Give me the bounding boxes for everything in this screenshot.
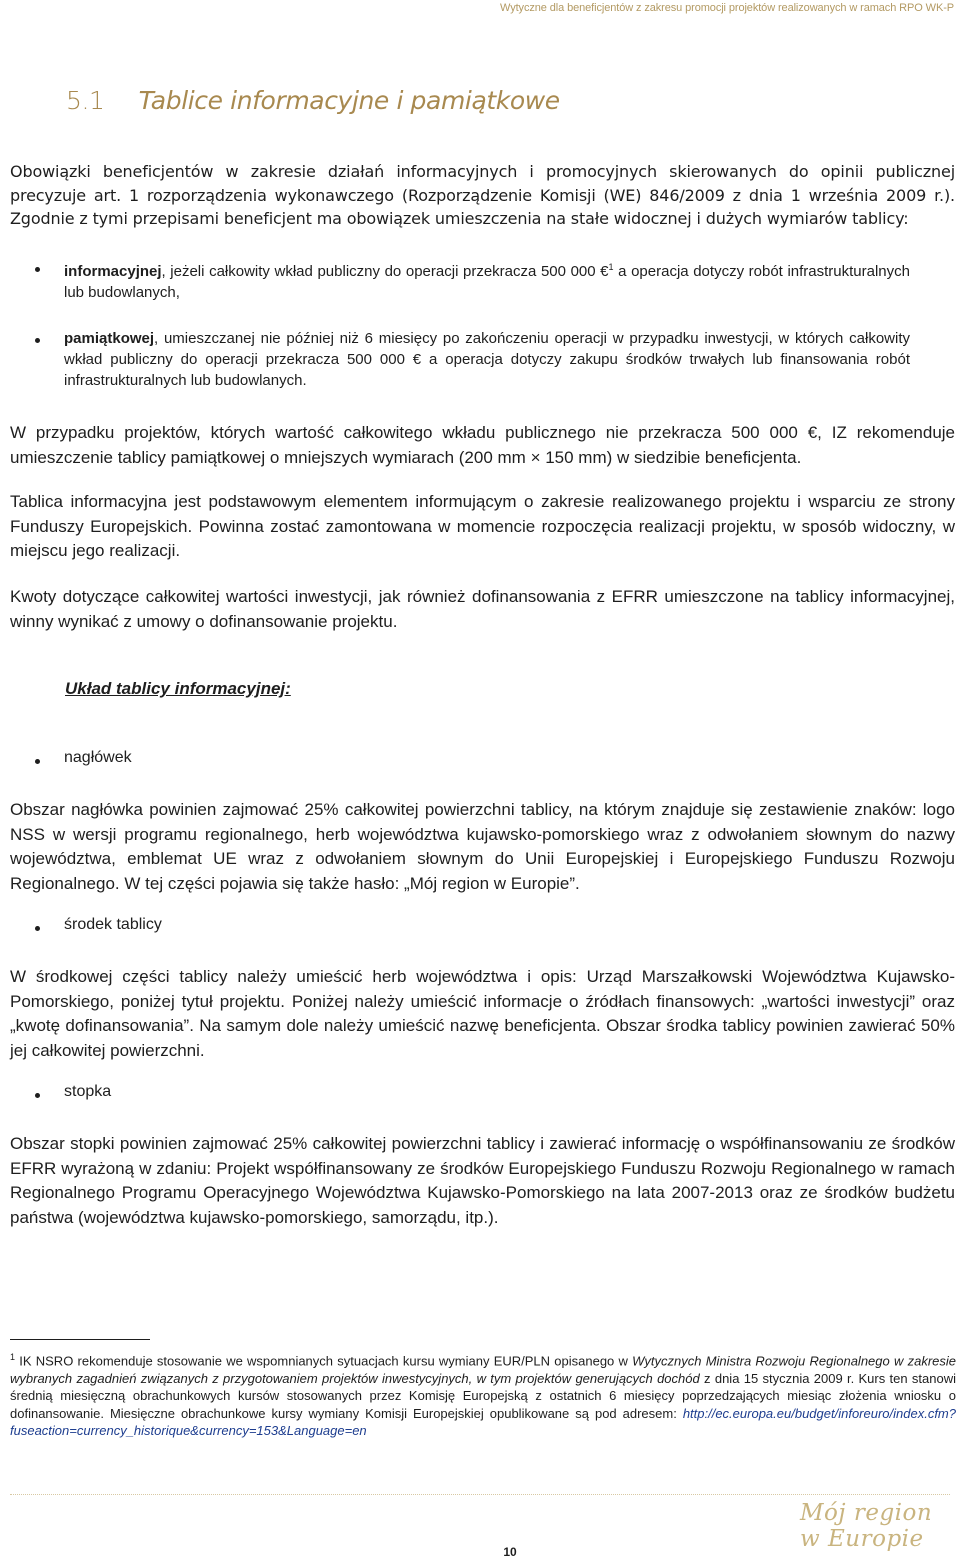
footnote-rule xyxy=(10,1339,150,1340)
bullet-dot xyxy=(35,926,40,931)
section-title xyxy=(66,86,560,115)
paragraph-info-plaque: Tablica informacyjna jest podstawowym elementem informującym o zakresie realizowanego projektu i wsparciu ze strony Funduszy Europejskich. Powinna zostać zamontowana w momencie rozpoczęcia realizacji projektu, w sposób widoczny, w miejscu jego realizacji. xyxy=(10,492,955,560)
bullet-rest-a: , jeżeli całkowity wkład publiczny do operacji przekracza 500 000 € xyxy=(161,263,609,280)
footnote xyxy=(10,1349,956,1440)
part-srodek-text: W środkowej części tablicy należy umieścić herb województwa i opis: Urząd Marszałkowski Województwa Kujawsko-Pomorskiego, poniżej tytuł projektu. Poniżej należy umieścić informacje o źródłach finansowych: „wartości inwestycji” oraz „kwotę dofinansowania”. Na samym dole należy umieścić nazwę beneficjenta. Obszar środka tablicy powinien zawierać 50% jej całkowitej powierzchni. xyxy=(10,967,955,1060)
bullet-text xyxy=(64,328,910,391)
intro-paragraph: Obowiązki beneficjentów w zakresie działań informacyjnych i promocyjnych skierowanych do opinii publicznej precyzuje art. 1 rozporządzenia wykonawczego (Rozporządzenie Komisji (WE) 846/2009 z dnia 1 września 2009 r.). Zgodnie z tymi przepisami beneficjent ma obowiązek umieszczenia na stałe widocznej i dużych wymiarów tablicy: xyxy=(10,162,955,228)
bullet-rest-b: a operacja dotyczy robót infrastrukturalnych lub budowlanych, xyxy=(64,263,910,301)
bullet-dot xyxy=(35,1093,40,1098)
part-naglowek-text: Obszar nagłówka powinien zajmować 25% całkowitej powierzchni tablicy, na którym znajduje się zestawienie znaków: logo NSS w wersji programu regionalnego, herb województwa kujawsko-pomorskiego wraz z odwołaniem słownym do nazwy województwa, emblemat UE wraz z odwołaniem słownym do Unii Europejskiej i Europejskiego Funduszu Rozwoju Regionalnego. W tej części pojawia się także hasło: „Mój region w Europie”. xyxy=(10,800,955,893)
part-label: stopka xyxy=(64,1083,112,1100)
layout-heading: Układ tablicy informacyjnej: xyxy=(65,679,291,698)
footnote-marker: 1 xyxy=(10,1352,16,1362)
footnote-text-b: z dnia 15 stycznia 2009 r. Kurs ten stanowi średnią miesięczną obrachunkowych kursów stosowanych przez Komisję Europejską z ostatnich 6 miesięcy poprzedzających miesiąc złożenia wniosku o dofinansowanie. Miesięczne obrachunkowe kursy wymiany Komisji Europejskiej opublikowane są pod adresem: xyxy=(10,1370,956,1421)
slogan-logo: Mój region w Europie xyxy=(800,1500,933,1552)
paragraph-small-plaque: W przypadku projektów, których wartość całkowitego wkładu publicznego nie przekracza 500 000 €, IZ rekomenduje umieszczenie tablicy pamiątkowej o mniejszych wymiarach (200 mm × 150 mm) w siedzibie beneficjenta. xyxy=(10,423,955,467)
footer-rule xyxy=(10,1494,950,1495)
page-number: 10 xyxy=(503,1545,517,1559)
bullet-bold: informacyjnej xyxy=(64,263,162,280)
footnote-ref: 1 xyxy=(608,262,614,272)
part-label: nagłówek xyxy=(64,749,132,766)
section-title-text: Tablice informacyjne i pamiątkowe xyxy=(138,86,560,115)
running-header: Wytyczne dla beneficjentów z zakresu promocji projektów realizowanych w ramach RPO WK-P xyxy=(500,2,954,14)
bullet-bold: pamiątkowej xyxy=(64,330,155,347)
part-label: środek tablicy xyxy=(64,916,162,933)
footnote-italic: Wytycznych Ministra Rozwoju Regionalnego w zakresie wybranych zagadnień związanych z przygotowaniem projektów inwestycyjnych, w tym projektów generujących dochód xyxy=(10,1353,956,1386)
paragraph-amounts: Kwoty dotyczące całkowitej wartości inwestycji, jak również dofinansowania z EFRR umieszczone na tablicy informacyjnej, winny wynikać z umowy o dofinansowanie projektu. xyxy=(10,587,955,631)
bullet-dot xyxy=(35,759,40,764)
bullet-dot xyxy=(35,267,40,272)
footnote-link[interactable]: http://ec.europa.eu/budget/inforeuro/index.cfm?fuseaction=currency_historique&currency=153&Language=en xyxy=(10,1405,956,1439)
section-number: 5.1 xyxy=(66,86,105,115)
footnote-text-a: IK NSRO rekomenduje stosowanie we wspomnianych sytuacjach kursu wymiany EUR/PLN opisanego w xyxy=(15,1353,633,1369)
bullet-rest-a: , umieszczanej nie później niż 6 miesięcy po zakończeniu operacji w przypadku inwestycji, w których całkowity wkład publiczny do operacji przekracza 500 000 € a operacja dotyczy zakupu środków trwałych lub finansowania robót infrastrukturalnych lub budowlanych. xyxy=(64,330,910,389)
bullet-text xyxy=(64,257,910,303)
part-stopka-text: Obszar stopki powinien zajmować 25% całkowitej powierzchni tablicy i zawierać informację o współfinansowaniu ze środków EFRR wyrażoną w zdaniu: Projekt współfinansowany ze środków Europejskiego Funduszu Rozwoju Regionalnego w ramach Regionalnego Programu Operacyjnego Województwa Kujawsko-Pomorskiego na lata 2007-2013 oraz ze środków budżetu państwa (województwa kujawsko-pomorskiego, samorządu, itp.). xyxy=(10,1134,955,1227)
bullet-dot xyxy=(35,338,40,343)
